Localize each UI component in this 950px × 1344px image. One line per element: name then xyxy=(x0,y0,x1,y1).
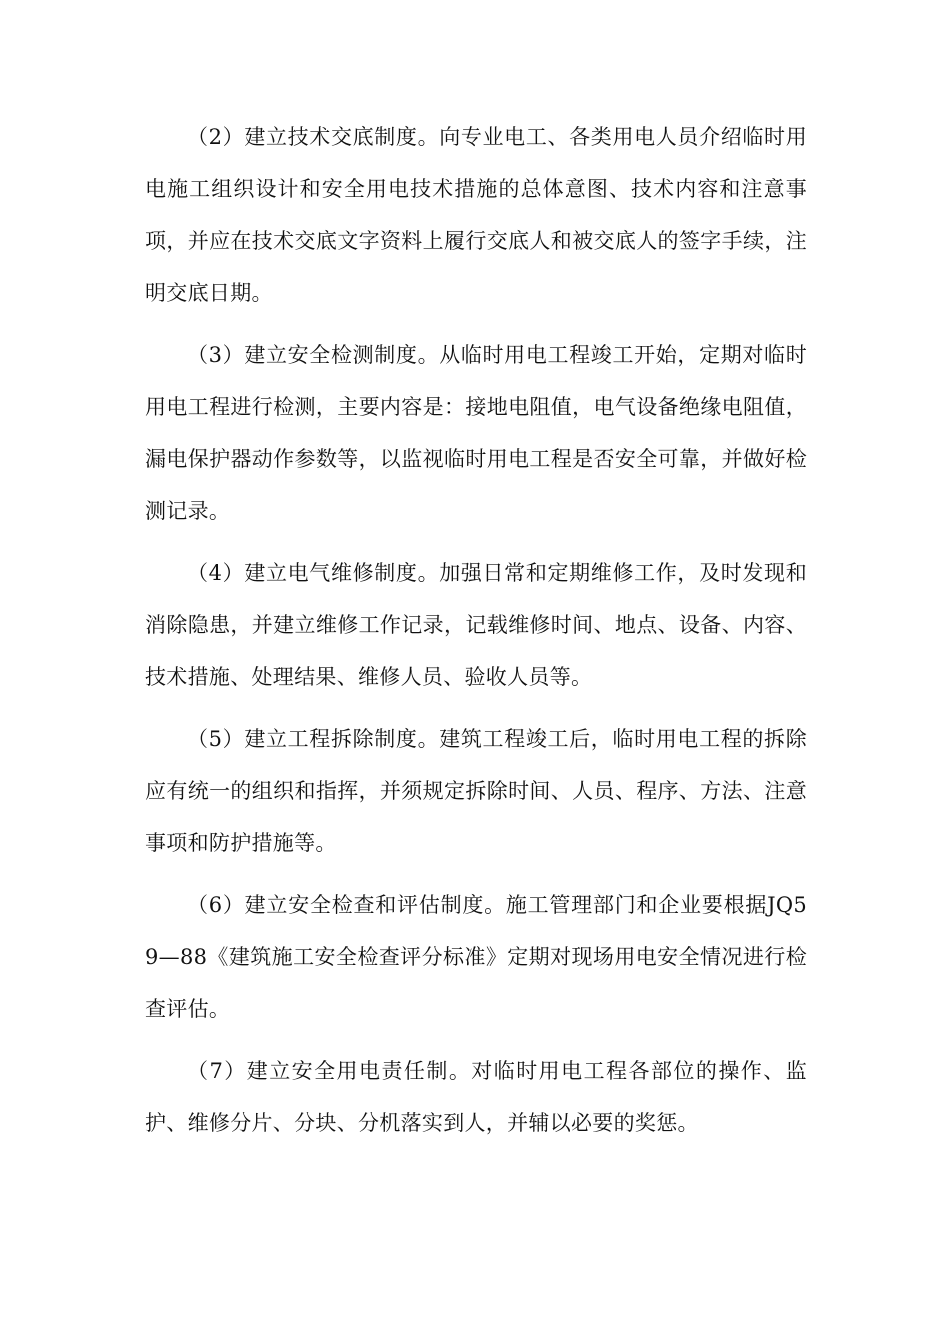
paragraph-dismantling: （5）建立工程拆除制度。建筑工程竣工后，临时用电工程的拆除应有统一的组织和指挥，并须规定拆除时间、人员、程序、方法、注意事项和防护措施等。 xyxy=(145,727,807,855)
document-body xyxy=(145,111,807,1159)
paragraph-responsibility: （7）建立安全用电责任制。对临时用电工程各部位的操作、监护、维修分片、分块、分机落实到人，并辅以必要的奖惩。 xyxy=(145,1059,807,1135)
paragraph-electrical-maintenance: （4）建立电气维修制度。加强日常和定期维修工作，及时发现和消除隐患，并建立维修工作记录，记载维修时间、地点、设备、内容、技术措施、处理结果、维修人员、验收人员等。 xyxy=(145,561,807,689)
paragraph-technical-briefing: （2）建立技术交底制度。向专业电工、各类用电人员介绍临时用电施工组织设计和安全用电技术措施的总体意图、技术内容和注意事项，并应在技术交底文字资料上履行交底人和被交底人的签字手续，注明交底日期。 xyxy=(145,125,807,305)
paragraph-inspection-evaluation: （6）建立安全检查和评估制度。施工管理部门和企业要根据JQ59—88《建筑施工安全检查评分标准》定期对现场用电安全情况进行检查评估。 xyxy=(145,893,807,1021)
paragraph-safety-testing: （3）建立安全检测制度。从临时用电工程竣工开始，定期对临时用电工程进行检测，主要内容是：接地电阻值，电气设备绝缘电阻值，漏电保护器动作参数等，以监视临时用电工程是否安全可靠，并做好检测记录。 xyxy=(145,343,807,523)
